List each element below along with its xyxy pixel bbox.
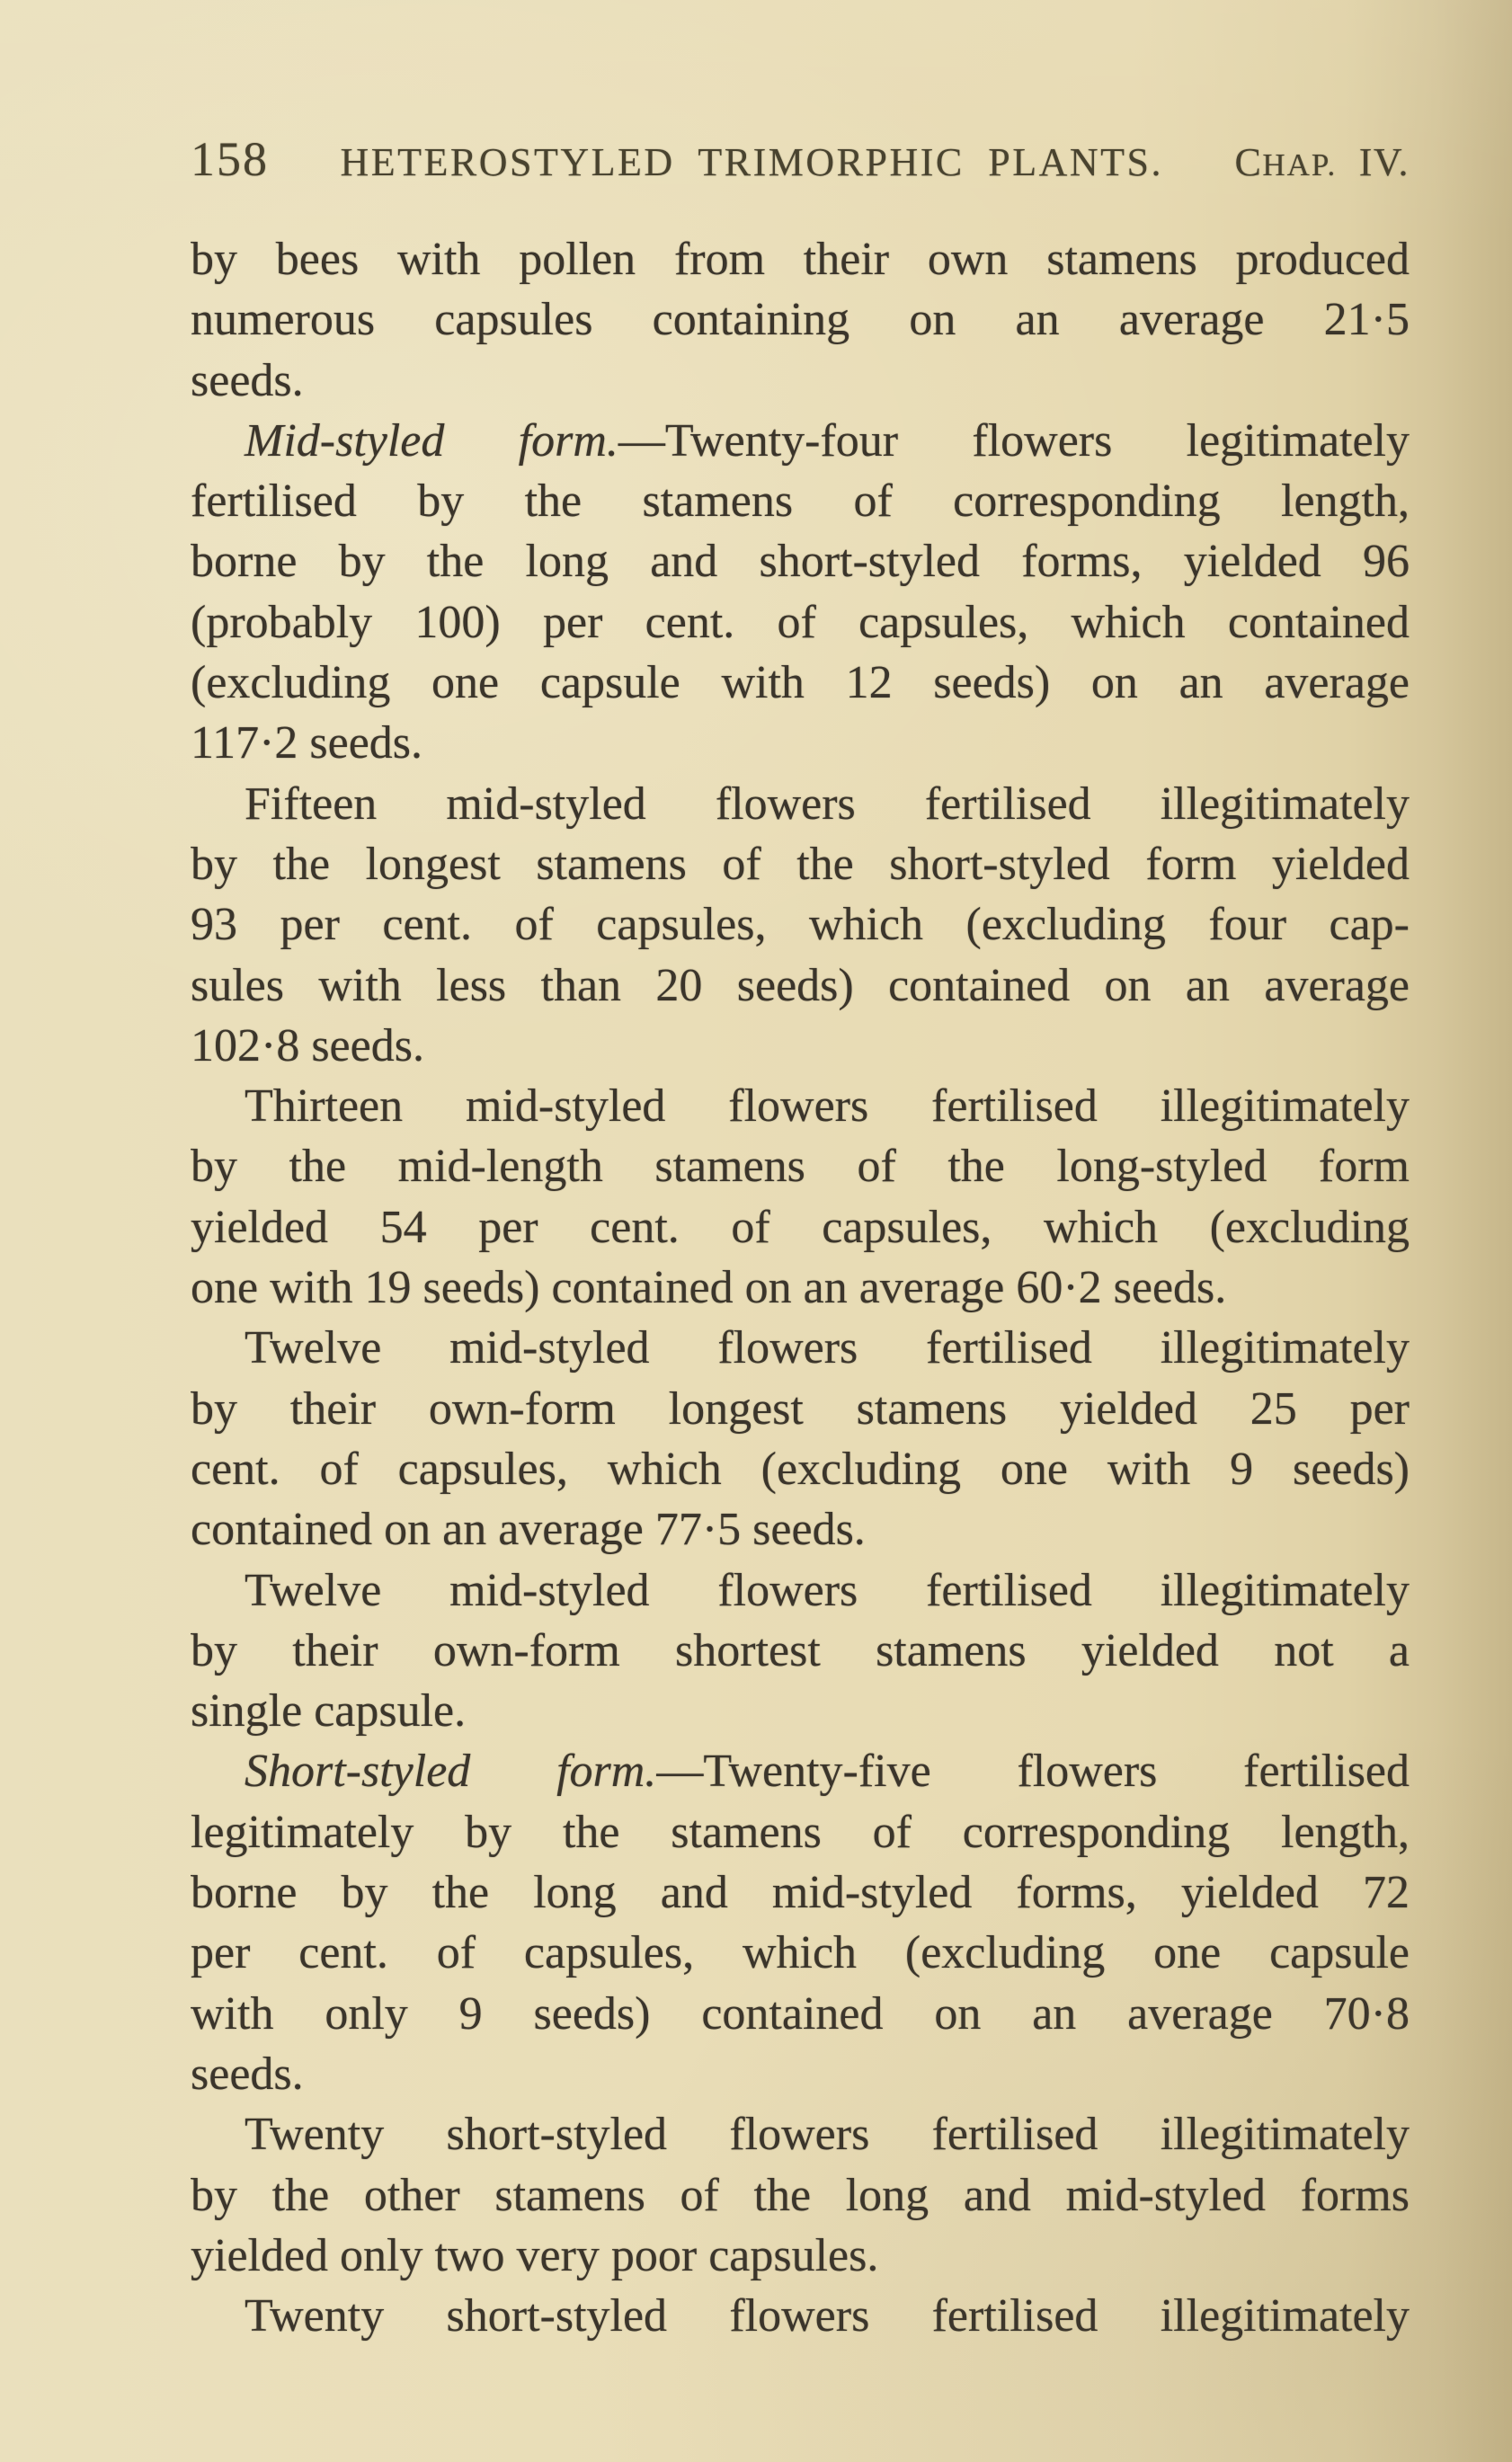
text-line [191, 351, 1410, 411]
text-segment: seeds. [191, 354, 304, 406]
text-line [191, 1560, 1410, 1621]
text-line [191, 531, 1410, 591]
text-line [191, 2226, 1410, 2286]
text-line [191, 411, 1410, 471]
text-line [191, 1136, 1410, 1196]
page-number: 158 [191, 132, 269, 186]
text-line [191, 1984, 1410, 2044]
text-segment: with only 9 seeds) contained on an average 70·8 [191, 1987, 1410, 2040]
text-segment: fertilised by the stamens of corresponding length, [191, 476, 1410, 528]
text-segment: (excluding one capsule with 12 seeds) on an average [191, 657, 1410, 709]
text-line [191, 1621, 1410, 1681]
text-segment: per cent. of capsules, which (excluding one capsule [191, 1927, 1410, 1979]
text-line [191, 1318, 1410, 1378]
italic-lead: Short-styled form. [245, 1746, 657, 1798]
text-segment: Twenty short-styled flowers fertilised illegitimately [245, 2290, 1410, 2342]
text-segment: borne by the long and mid-styled forms, yielded 72 [191, 1867, 1410, 1919]
text-segment: Twelve mid-styled flowers fertilised illegitimately [245, 1322, 1410, 1374]
text-line [191, 713, 1410, 773]
page-header [191, 131, 1410, 187]
text-segment: contained on an average 77·5 seeds. [191, 1504, 866, 1556]
text-line [191, 1681, 1410, 1741]
text-segment: numerous capsules containing on an average 21·5 [191, 294, 1410, 346]
text-segment: Twelve mid-styled flowers fertilised illegitimately [245, 1564, 1410, 1616]
text-line [191, 2286, 1410, 2346]
text-line [191, 2044, 1410, 2104]
text-segment: —Twenty-five flowers fertilised [656, 1746, 1410, 1798]
text-segment: legitimately by the stamens of corresponding length, [191, 1806, 1410, 1858]
text-segment: borne by the long and short-styled forms, yielded 96 [191, 536, 1410, 588]
text-line [191, 289, 1410, 350]
text-segment: Fifteen mid-styled flowers fertilised illegitimately [245, 778, 1410, 830]
text-line [191, 1802, 1410, 1862]
text-segment: Twenty short-styled flowers fertilised illegitimately [245, 2109, 1410, 2161]
text-line [191, 1741, 1410, 1801]
text-segment: yielded 54 per cent. of capsules, which (excluding [191, 1201, 1410, 1253]
text-segment: by their own-form shortest stamens yielded not a [191, 1624, 1410, 1676]
text-segment: 93 per cent. of capsules, which (excluding four cap- [191, 899, 1410, 951]
text-segment: —Twenty-four flowers legitimately [618, 414, 1410, 467]
text-line [191, 774, 1410, 834]
text-segment: cent. of capsules, which (excluding one with 9 seeds) [191, 1443, 1410, 1495]
text-line [191, 1923, 1410, 1983]
text-segment: by the other stamens of the long and mid-styled forms [191, 2169, 1410, 2221]
chapter-numeral: IV. [1337, 140, 1410, 184]
text-line [191, 592, 1410, 653]
text-line [191, 2165, 1410, 2226]
text-line [191, 894, 1410, 955]
running-title: HETEROSTYLED TRIMORPHIC PLANTS. [340, 140, 1163, 184]
text-line [191, 1258, 1410, 1318]
text-segment: (probably 100) per cent. of capsules, which contained [191, 596, 1410, 648]
text-line [191, 2104, 1410, 2164]
text-line [191, 1197, 1410, 1258]
text-line [191, 955, 1410, 1016]
text-segment: one with 19 seeds) contained on an average 60·2 seeds. [191, 1262, 1227, 1314]
text-line [191, 834, 1410, 894]
text-segment: sules with less than 20 seeds) contained on an average [191, 959, 1410, 1011]
text-segment: single capsule. [191, 1685, 467, 1738]
text-line [191, 653, 1410, 713]
text-line [191, 1439, 1410, 1499]
text-line [191, 471, 1410, 531]
text-segment: 102·8 seeds. [191, 1019, 424, 1071]
text-line [191, 1379, 1410, 1439]
text-line [191, 229, 1410, 289]
text-segment: by the mid-length stamens of the long-styled form [191, 1141, 1410, 1193]
text-line [191, 1499, 1410, 1560]
text-segment: by bees with pollen from their own stamens produced [191, 234, 1410, 285]
chapter-small-caps: HAP. [1262, 147, 1338, 182]
italic-lead: Mid-styled form. [245, 414, 618, 467]
chapter-lead-cap: C [1234, 140, 1263, 184]
text-segment: 117·2 seeds. [191, 717, 423, 769]
text-line [191, 1016, 1410, 1076]
text-line [191, 1076, 1410, 1136]
text-segment: yielded only two very poor capsules. [191, 2229, 879, 2281]
text-segment: by their own-form longest stamens yielded 25 per [191, 1382, 1410, 1435]
text-line [191, 1862, 1410, 1923]
body-text [191, 229, 1410, 2346]
text-segment: by the longest stamens of the short-styled form yielded [191, 838, 1410, 890]
text-segment: seeds. [191, 2048, 304, 2100]
text-segment: Thirteen mid-styled flowers fertilised illegitimately [245, 1080, 1410, 1133]
chapter-label [1234, 139, 1410, 185]
